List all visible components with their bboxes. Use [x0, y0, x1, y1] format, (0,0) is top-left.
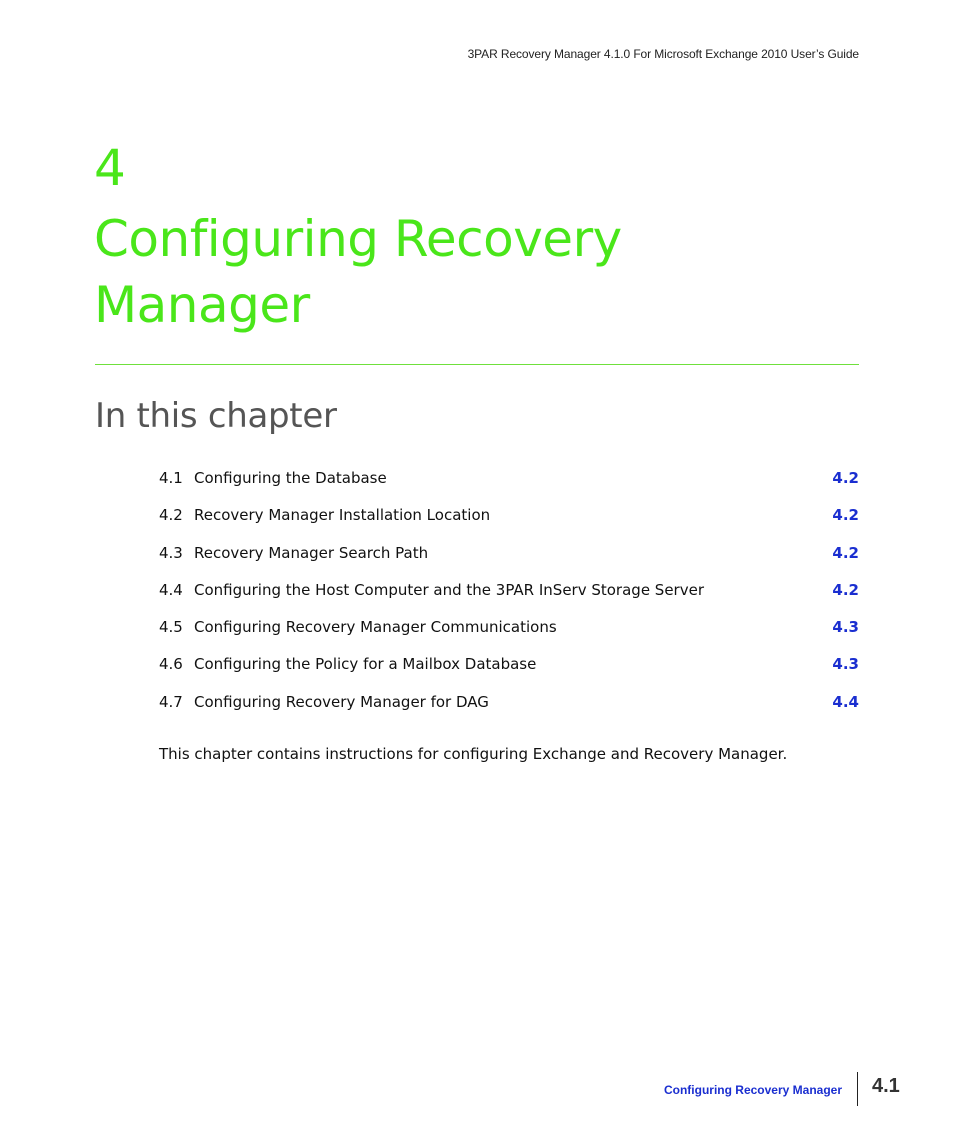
toc-entry-title: Configuring the Policy for a Mailbox Database	[194, 655, 537, 674]
chapter-number: 4	[94, 139, 126, 197]
toc-entry-title: Configuring Recovery Manager for DAG	[194, 692, 489, 711]
toc-entry-title: Configuring the Host Computer and the 3PAR InServ Storage Server	[194, 580, 704, 599]
toc-entry-number: 4.6	[159, 655, 183, 674]
toc-entry	[159, 653, 859, 690]
toc-entry-title: Configuring Recovery Manager Communications	[194, 618, 557, 637]
toc-entry-number: 4.5	[159, 618, 183, 637]
toc-page-link[interactable]: 4.2	[832, 580, 859, 599]
toc-page-link[interactable]: 4.2	[832, 543, 859, 562]
footer-chapter-title: Configuring Recovery Manager	[663, 1083, 842, 1097]
toc-page-link[interactable]: 4.3	[832, 655, 859, 674]
running-header: 3PAR Recovery Manager 4.1.0 For Microsoft Exchange 2010 User’s Guide	[467, 47, 859, 61]
toc-entry	[159, 579, 859, 616]
chapter-toc	[159, 467, 859, 728]
toc-entry-number: 4.1	[159, 469, 183, 487]
toc-page-link[interactable]: 4.2	[832, 469, 859, 487]
section-heading: In this chapter	[95, 396, 337, 436]
title-divider	[95, 364, 859, 365]
toc-entry	[159, 504, 859, 541]
toc-entry	[159, 542, 859, 579]
toc-entry-number: 4.7	[159, 692, 183, 711]
footer-divider	[857, 1072, 858, 1106]
toc-page-link[interactable]: 4.2	[832, 506, 859, 525]
toc-entry-number: 4.2	[159, 506, 183, 525]
toc-entry-title: Configuring the Database	[194, 469, 387, 487]
toc-entry	[159, 691, 859, 728]
toc-entry-title: Recovery Manager Installation Location	[194, 506, 491, 525]
chapter-title: Configuring Recovery Manager	[94, 210, 622, 334]
toc-entry	[159, 616, 859, 653]
toc-entry	[159, 467, 859, 504]
footer-page-number: 4.1	[872, 1075, 900, 1097]
toc-entry-number: 4.4	[159, 580, 183, 599]
toc-entry-number: 4.3	[159, 543, 183, 562]
toc-entry-title: Recovery Manager Search Path	[194, 543, 429, 562]
intro-paragraph: This chapter contains instructions for configuring Exchange and Recovery Manager.	[159, 745, 788, 763]
toc-page-link[interactable]: 4.3	[832, 618, 859, 637]
toc-page-link[interactable]: 4.4	[832, 692, 859, 711]
